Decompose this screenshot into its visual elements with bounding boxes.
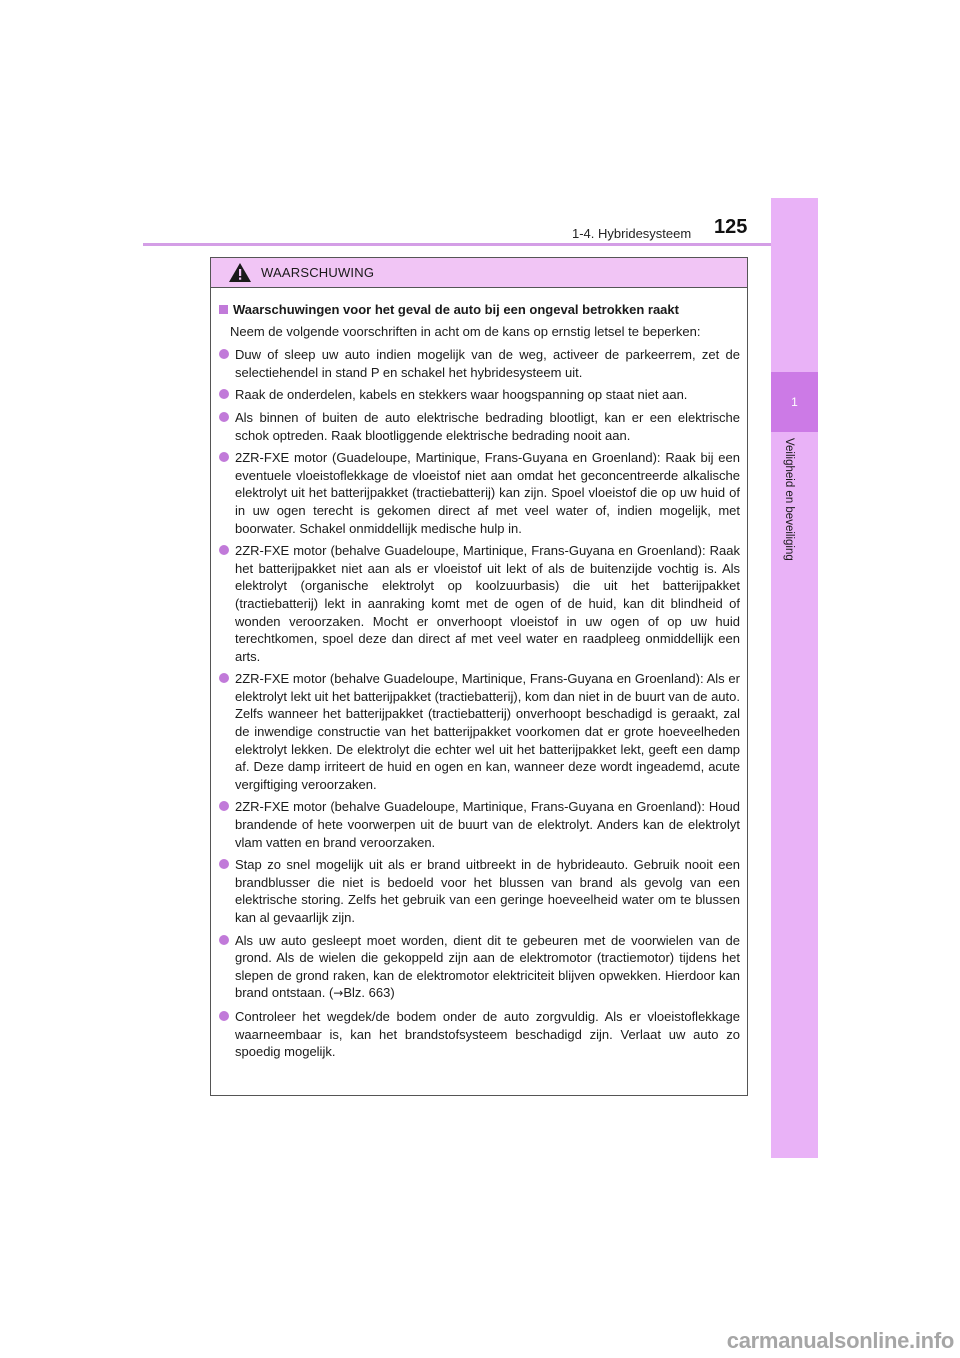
chapter-label: Veiligheid en beveiliging <box>783 438 795 561</box>
warning-header <box>211 258 747 288</box>
arrow-right-icon: → <box>333 986 344 1001</box>
header-divider <box>143 243 818 246</box>
list-item-text: Raak de onderdelen, kabels en stekkers waar hoogspanning op staat niet aan. <box>235 387 688 403</box>
bullet-dot-icon <box>219 859 229 869</box>
bullet-dot-icon <box>219 452 229 462</box>
bullet-dot-icon <box>219 349 229 359</box>
bullet-dot-icon <box>219 389 229 399</box>
list-item <box>219 1008 740 1061</box>
watermark: carmanualsonline.info <box>726 1328 954 1353</box>
list-item <box>219 346 740 381</box>
list-item <box>219 449 740 537</box>
bullet-dot-icon <box>219 935 229 945</box>
square-bullet-icon <box>219 305 228 314</box>
list-item-text: 2ZR-FXE motor (Guadeloupe, Martinique, Frans-Guyana en Groenland): Raak bij een eventuele vloeistoflekkage de vloeistof niet aan omdat het geconcentreerde alkalische elektrolyt uit het batterijpakket (tractiebatterij) kan zijn. Spoel vloeistof die op uw huid of in uw ogen terecht is gekomen direct af met veel water of, indien mogelijk, met boorwater. Schakel onmiddellijk medische hulp in. <box>235 450 740 536</box>
list-item-text: Als binnen of buiten de auto elektrische bedrading blootligt, kan er een elektrische schok optreden. Raak blootliggende elektrische bedrading nooit aan. <box>235 409 740 443</box>
list-item-text: 2ZR-FXE motor (behalve Guadeloupe, Martinique, Frans-Guyana en Groenland): Raak het batterijpakket niet aan als er vloeistof uit lekt of als de buitenzijde vochtig is. Als elektrolyt (organische elektrolyt op koolzuurbasis) die uit het batterijpakket (tractiebatterij) lekt in aanraking komt met de ogen of de huid, kan dit blindheid of wonden veroorzaken. Mocht er onverhoopt vloeistof in uw ogen of op uw huid terechtkomen, spoel deze dan direct af met veel water en raadpleeg onmiddellijk een arts. <box>235 543 740 664</box>
bullet-dot-icon <box>219 673 229 683</box>
warning-title: WAARSCHUWING <box>261 265 375 280</box>
warning-subheading <box>219 301 740 319</box>
list-item <box>219 932 740 1003</box>
list-item-text: 2ZR-FXE motor (behalve Guadeloupe, Martinique, Frans-Guyana en Groenland): Houd brandende of hete voorwerpen uit de buurt van de elektrolyt. Anders kan de elektrolyt vlam vatten en brand veroorzaken. <box>235 799 740 850</box>
list-item-text: 2ZR-FXE motor (behalve Guadeloupe, Martinique, Frans-Guyana en Groenland): Als er elektrolyt lekt uit het batterijpakket (tractiebatterij), kom dan niet in de buurt van de auto. Zelfs wanneer het batterijpakket (tractiebatterij) onverhoopt beschadigd is geraakt, zal de inwendige constructie van het batterijpakket voorkomen dat er grote hoeveelheden elektrolyt lekken. De elektrolyt die echter wel uit het batterijpakket lekt, geeft een damp af. Deze damp irriteert de huid en ogen en kan, wanneer deze wordt ingeademd, acute vergiftiging veroorzaken. <box>235 671 740 792</box>
towing-text: Als uw auto gesleept moet worden, dient dit te gebeuren met de voorwielen van de grond. Als de wielen die gekoppeld zijn aan de elektromotor (tractiemotor) tijdens het slepen de grond raken, kan de elektromotor elektriciteit blijven opwekken. Hierdoor kan brand ontstaan. ( <box>235 932 740 1001</box>
subheading-text: Waarschuwingen voor het geval de auto bij een ongeval betrokken raakt <box>233 302 679 317</box>
bullet-dot-icon <box>219 545 229 555</box>
page-reference: Blz. 663) <box>343 985 395 1001</box>
chapter-side-tab <box>771 198 818 1158</box>
bullet-dot-icon <box>219 801 229 811</box>
warning-body <box>211 288 747 1061</box>
warning-intro: Neem de volgende voorschriften in acht om de kans op ernstig letsel te beperken: <box>230 323 701 339</box>
warning-triangle-icon <box>228 262 252 283</box>
list-item <box>219 386 740 404</box>
section-title: 1-4. Hybridesysteem <box>572 226 692 241</box>
chapter-number-tab: 1 <box>771 372 818 432</box>
list-item-text: Stap zo snel mogelijk uit als er brand uitbreekt in de hybrideauto. Gebruik nooit een brandblusser die niet is bedoeld voor het blussen van brand als gevolg van een elektrische storing. Zelfs het gebruik van een geringe hoeveelheid water om te blussen kan al gevaarlijk zijn. <box>235 857 740 925</box>
warning-box <box>210 257 748 1096</box>
list-item <box>219 542 740 665</box>
list-item-text: Duw of sleep uw auto indien mogelijk van de weg, activeer de parkeerrem, zet de selectiehendel in stand P en schakel het hybridesysteem uit. <box>235 347 740 380</box>
list-item <box>219 670 740 793</box>
list-item <box>219 856 740 926</box>
list-item-text <box>235 932 740 1003</box>
bullet-dot-icon <box>219 412 229 422</box>
list-item <box>219 798 740 851</box>
page-number: 125 <box>714 216 748 238</box>
list-item-text: Controleer het wegdek/de bodem onder de auto zorgvuldig. Als er vloeistoflekkage waarneembaar is, kan het brandstofsysteem beschadigd zijn. Verlaat uw auto zo spoedig mogelijk. <box>235 1008 740 1060</box>
list-item <box>219 409 740 444</box>
bullet-dot-icon <box>219 1011 229 1021</box>
